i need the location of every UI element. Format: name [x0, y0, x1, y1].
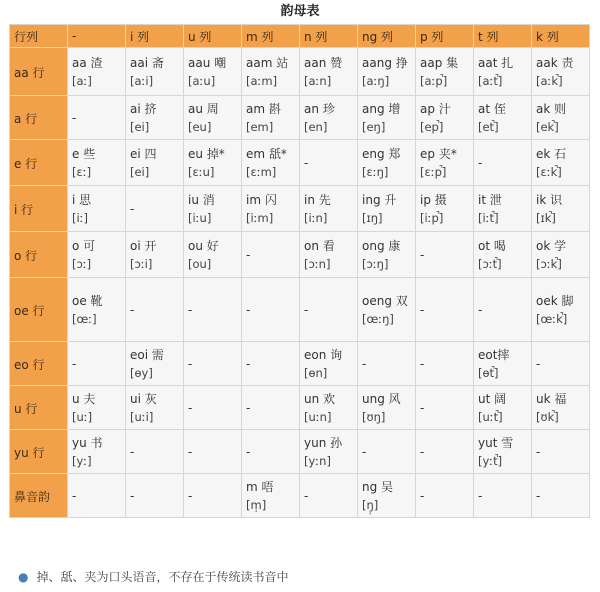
rime-cell — [184, 342, 242, 386]
ipa-transcription: [ei] — [130, 165, 150, 179]
ipa-transcription: [yː] — [72, 454, 92, 468]
rime-romanization: - — [188, 444, 193, 459]
corner-header: 行列 — [10, 25, 68, 48]
row-header: i 行 — [10, 186, 68, 232]
table-body — [10, 48, 590, 518]
rime-cell — [68, 96, 126, 140]
rime-romanization: o 可 — [72, 239, 96, 253]
rime-romanization: it 泄 — [478, 193, 502, 207]
rime-romanization: eot摔 — [478, 348, 510, 362]
rime-romanization: eon 询 — [304, 348, 343, 362]
rime-cell — [532, 232, 590, 278]
rime-romanization: - — [536, 444, 541, 459]
row-header: a 行 — [10, 96, 68, 140]
rime-romanization: oe 靴 — [72, 294, 103, 308]
rime-cell — [126, 48, 184, 96]
ipa-transcription: [ɔːt̚] — [478, 257, 502, 271]
row-header: o 行 — [10, 232, 68, 278]
rime-romanization: oek 脚 — [536, 294, 574, 308]
rime-cell — [474, 232, 532, 278]
rime-cell — [184, 232, 242, 278]
ipa-transcription: [aːi] — [130, 74, 154, 88]
row-header: 鼻音韵 — [10, 474, 68, 518]
rime-cell — [474, 96, 532, 140]
rime-romanization: - — [536, 356, 541, 371]
rime-cell — [242, 342, 300, 386]
ipa-transcription: [uː] — [72, 410, 93, 424]
rime-romanization: on 看 — [304, 239, 335, 253]
ipa-transcription: [aːt̚] — [478, 74, 503, 88]
ipa-transcription: [ɔː] — [72, 257, 92, 271]
rime-cell — [184, 186, 242, 232]
header-row — [10, 25, 590, 48]
row-header: eo 行 — [10, 342, 68, 386]
rime-cell — [358, 140, 416, 186]
rime-romanization: ung 风 — [362, 392, 401, 406]
rime-cell — [68, 342, 126, 386]
rime-romanization: iu 消 — [188, 193, 215, 207]
ipa-transcription: [iːm] — [246, 211, 274, 225]
rime-cell — [126, 186, 184, 232]
ipa-transcription: [eŋ] — [362, 120, 386, 134]
rime-romanization: un 欢 — [304, 392, 336, 406]
ipa-transcription: [ŋ̩] — [362, 498, 379, 512]
rime-cell — [300, 278, 358, 342]
rime-cell — [300, 474, 358, 518]
rime-romanization: - — [130, 201, 135, 216]
rime-cell — [242, 278, 300, 342]
ipa-transcription: [ɛː] — [72, 165, 92, 179]
rime-cell — [532, 96, 590, 140]
rime-cell — [300, 342, 358, 386]
rime-cell — [358, 232, 416, 278]
rime-cell — [532, 140, 590, 186]
rime-romanization: - — [188, 400, 193, 415]
rime-romanization: i 思 — [72, 193, 92, 207]
ipa-transcription: [ɔːi] — [130, 257, 153, 271]
rime-cell — [300, 96, 358, 140]
ipa-transcription: [ʊŋ] — [362, 410, 386, 424]
rime-cell — [300, 430, 358, 474]
rime-romanization: ek 石 — [536, 147, 567, 161]
rime-cell — [300, 186, 358, 232]
rime-romanization: - — [130, 444, 135, 459]
table-title: 韵母表 — [280, 4, 320, 19]
rime-romanization: eu 掉* — [188, 147, 225, 161]
rime-cell — [68, 232, 126, 278]
ipa-transcription: [ou] — [188, 257, 212, 271]
ipa-transcription: [uːt̚] — [478, 410, 503, 424]
ipa-transcription: [ɪk̚] — [536, 211, 556, 225]
rime-romanization: - — [72, 488, 77, 503]
rime-romanization: - — [188, 356, 193, 371]
row-header: u 行 — [10, 386, 68, 430]
rime-cell — [126, 474, 184, 518]
rime-cell — [358, 278, 416, 342]
ipa-transcription: [œːk̚] — [536, 312, 568, 326]
rime-cell — [474, 278, 532, 342]
rime-cell — [300, 232, 358, 278]
rime-romanization: - — [304, 155, 309, 170]
rime-romanization: yu 书 — [72, 436, 103, 450]
rime-romanization: oeng 双 — [362, 294, 408, 308]
ipa-transcription: [aːŋ] — [362, 74, 390, 88]
ipa-transcription: [iːn] — [304, 211, 328, 225]
table-row — [10, 48, 590, 96]
rime-cell — [358, 96, 416, 140]
ipa-transcription: [iːp̚] — [420, 211, 444, 225]
rime-cell — [300, 386, 358, 430]
ipa-transcription: [œː] — [72, 312, 97, 326]
rime-romanization: - — [130, 488, 135, 503]
column-header: n 列 — [300, 25, 358, 48]
rime-romanization: at 侄 — [478, 102, 506, 116]
ipa-transcription: [aːu] — [188, 74, 216, 88]
rime-cell — [416, 48, 474, 96]
rime-romanization: - — [478, 155, 483, 170]
ipa-transcription: [aːm] — [246, 74, 278, 88]
rime-cell — [358, 48, 416, 96]
ipa-transcription: [ɛːp̚] — [420, 165, 447, 179]
rime-cell — [358, 342, 416, 386]
rime-cell — [126, 232, 184, 278]
rime-romanization: yut 雪 — [478, 436, 514, 450]
rime-cell — [242, 474, 300, 518]
column-header: ng 列 — [358, 25, 416, 48]
rime-cell — [126, 342, 184, 386]
rime-romanization: yun 孙 — [304, 436, 343, 450]
rime-cell — [532, 48, 590, 96]
rime-cell — [126, 430, 184, 474]
rime-cell — [532, 186, 590, 232]
rime-cell — [68, 278, 126, 342]
ipa-transcription: [iːt̚] — [478, 211, 499, 225]
ipa-transcription: [ɔːn] — [304, 257, 331, 271]
rime-cell — [126, 278, 184, 342]
ipa-transcription: [aːn] — [304, 74, 332, 88]
ipa-transcription: [aː] — [72, 74, 92, 88]
rime-romanization: im 闪 — [246, 193, 277, 207]
rime-romanization: ui 灰 — [130, 392, 157, 406]
rime-romanization: eoi 需 — [130, 348, 164, 362]
table-row — [10, 342, 590, 386]
table-row — [10, 386, 590, 430]
rime-romanization: aan 赞 — [304, 56, 343, 70]
rime-cell — [184, 48, 242, 96]
ipa-transcription: [ek̚] — [536, 120, 559, 134]
ipa-transcription: [ɵy] — [130, 366, 153, 380]
column-header: m 列 — [242, 25, 300, 48]
rime-romanization: ap 汁 — [420, 102, 451, 116]
column-header: i 列 — [126, 25, 184, 48]
rime-romanization: ai 挤 — [130, 102, 157, 116]
rime-cell — [358, 474, 416, 518]
rime-cell — [474, 430, 532, 474]
rime-cell — [126, 96, 184, 140]
rime-romanization: - — [304, 302, 309, 317]
ipa-transcription: [ɔːŋ] — [362, 257, 389, 271]
rime-romanization: ep 夹* — [420, 147, 457, 161]
table-row — [10, 186, 590, 232]
ipa-transcription: [iː] — [72, 211, 89, 225]
rime-romanization: an 珍 — [304, 102, 335, 116]
rime-romanization: ong 康 — [362, 239, 401, 253]
ipa-transcription: [m̩] — [246, 498, 267, 512]
table-row — [10, 140, 590, 186]
rime-cell — [300, 140, 358, 186]
ipa-transcription: [yːt̚] — [478, 454, 503, 468]
rime-cell — [184, 278, 242, 342]
rime-romanization: aa 渣 — [72, 56, 103, 70]
rime-cell — [474, 474, 532, 518]
ipa-transcription: [ʊk̚] — [536, 410, 559, 424]
rime-romanization: - — [536, 488, 541, 503]
rime-romanization: ut 阔 — [478, 392, 507, 406]
rime-cell — [68, 140, 126, 186]
rime-cell — [358, 186, 416, 232]
ipa-transcription: [ɵn] — [304, 366, 328, 380]
rime-cell — [474, 386, 532, 430]
rime-cell — [416, 140, 474, 186]
rime-cell — [416, 386, 474, 430]
rime-romanization: eng 郑 — [362, 147, 401, 161]
ipa-transcription: [uːi] — [130, 410, 154, 424]
rime-romanization: aat 扎 — [478, 56, 514, 70]
rime-cell — [474, 186, 532, 232]
rime-cell — [416, 342, 474, 386]
rime-cell — [184, 474, 242, 518]
rime-cell — [184, 430, 242, 474]
row-header: aa 行 — [10, 48, 68, 96]
rime-romanization: aap 集 — [420, 56, 459, 70]
rime-romanization: e 些 — [72, 147, 96, 161]
rime-cell — [242, 48, 300, 96]
rime-romanization: ak 则 — [536, 102, 567, 116]
rime-cell — [126, 140, 184, 186]
ipa-transcription: [yːn] — [304, 454, 331, 468]
rime-romanization: - — [478, 302, 483, 317]
rime-cell — [184, 140, 242, 186]
ipa-transcription: [ɛːm] — [246, 165, 277, 179]
rime-cell — [68, 430, 126, 474]
rime-romanization: - — [420, 302, 425, 317]
rime-romanization: ok 学 — [536, 239, 567, 253]
rime-romanization: - — [246, 444, 251, 459]
rime-romanization: - — [130, 302, 135, 317]
column-header: u 列 — [184, 25, 242, 48]
rime-cell — [416, 474, 474, 518]
ipa-transcription: [œːŋ] — [362, 312, 394, 326]
ipa-transcription: [aːk̚] — [536, 74, 563, 88]
rime-cell — [532, 278, 590, 342]
column-header: k 列 — [532, 25, 590, 48]
rime-cell — [474, 342, 532, 386]
rime-cell — [532, 430, 590, 474]
ipa-transcription: [iːu] — [188, 211, 212, 225]
rime-romanization: - — [246, 400, 251, 415]
rime-romanization: - — [188, 488, 193, 503]
rime-cell — [242, 386, 300, 430]
bullet-icon: ● — [18, 570, 29, 584]
rime-cell — [532, 342, 590, 386]
rime-cell — [68, 474, 126, 518]
ipa-transcription: [en] — [304, 120, 328, 134]
rime-cell — [242, 186, 300, 232]
rime-romanization: aam 站 — [246, 56, 289, 70]
rime-cell — [358, 430, 416, 474]
ipa-transcription: [ei] — [130, 120, 150, 134]
rime-cell — [300, 48, 358, 96]
rime-romanization: ang 增 — [362, 102, 401, 116]
ipa-transcription: [ɪŋ] — [362, 211, 383, 225]
ipa-transcription: [ep̚] — [420, 120, 444, 134]
rime-romanization: uk 福 — [536, 392, 567, 406]
table-row — [10, 278, 590, 342]
rime-cell — [126, 386, 184, 430]
rime-cell — [416, 278, 474, 342]
rime-cell — [242, 430, 300, 474]
rime-romanization: - — [362, 356, 367, 371]
rime-romanization: am 斟 — [246, 102, 281, 116]
column-header: - — [68, 25, 126, 48]
rime-romanization: - — [420, 400, 425, 415]
column-header: t 列 — [474, 25, 532, 48]
ipa-transcription: [ɛːk̚] — [536, 165, 562, 179]
table-row — [10, 232, 590, 278]
rime-romanization: ip 摄 — [420, 193, 447, 207]
column-header: p 列 — [416, 25, 474, 48]
ipa-transcription: [et̚] — [478, 120, 499, 134]
rime-romanization: au 周 — [188, 102, 219, 116]
rime-romanization: ot 喝 — [478, 239, 506, 253]
rime-romanization: - — [362, 444, 367, 459]
rime-cell — [68, 48, 126, 96]
rime-cell — [68, 186, 126, 232]
rime-romanization: - — [72, 110, 77, 125]
footnote — [18, 568, 289, 585]
rime-romanization: - — [246, 247, 251, 262]
rime-romanization: aau 嘲 — [188, 56, 227, 70]
rime-romanization: aai 斋 — [130, 56, 164, 70]
rime-romanization: ei 四 — [130, 147, 157, 161]
ipa-transcription: [ɛːŋ] — [362, 165, 389, 179]
table-row — [10, 96, 590, 140]
ipa-transcription: [uːn] — [304, 410, 332, 424]
ipa-transcription: [em] — [246, 120, 274, 134]
rime-romanization: - — [420, 444, 425, 459]
row-header: e 行 — [10, 140, 68, 186]
rime-romanization: - — [188, 302, 193, 317]
ipa-transcription: [ɔːk̚] — [536, 257, 562, 271]
rime-romanization: oi 开 — [130, 239, 157, 253]
rime-cell — [184, 96, 242, 140]
rime-cell — [242, 232, 300, 278]
rime-cell — [416, 430, 474, 474]
rime-cell — [474, 140, 532, 186]
ipa-transcription: [eu] — [188, 120, 212, 134]
rime-cell — [242, 140, 300, 186]
rime-cell — [416, 232, 474, 278]
rime-romanization: - — [246, 356, 251, 371]
row-header: oe 行 — [10, 278, 68, 342]
rime-romanization: ing 升 — [362, 193, 397, 207]
rime-cell — [416, 186, 474, 232]
rime-cell — [416, 96, 474, 140]
rime-cell — [68, 386, 126, 430]
rime-cell — [532, 386, 590, 430]
rime-romanization: m 唔 — [246, 480, 274, 494]
rime-romanization: aak 责 — [536, 56, 574, 70]
rime-romanization: ng 吴 — [362, 480, 394, 494]
table-row — [10, 474, 590, 518]
rime-romanization: - — [304, 488, 309, 503]
rime-cell — [474, 48, 532, 96]
rime-cell — [242, 96, 300, 140]
rime-cell — [184, 386, 242, 430]
rime-romanization: - — [420, 356, 425, 371]
rime-romanization: em 舐* — [246, 147, 287, 161]
footnote-text: 掉、舐、夹为口头语音，不存在于传统读书音中 — [36, 570, 289, 584]
rime-romanization: ou 好 — [188, 239, 219, 253]
rime-romanization: - — [420, 488, 425, 503]
rime-romanization: u 夫 — [72, 392, 96, 406]
rime-cell — [358, 386, 416, 430]
ipa-transcription: [ɵt̚] — [478, 366, 499, 380]
rime-romanization: ik 识 — [536, 193, 563, 207]
rime-romanization: - — [246, 302, 251, 317]
rime-romanization: - — [478, 488, 483, 503]
rime-cell — [532, 474, 590, 518]
rime-romanization: aang 挣 — [362, 56, 408, 70]
rime-romanization: - — [420, 247, 425, 262]
ipa-transcription: [ɛːu] — [188, 165, 215, 179]
table-row — [10, 430, 590, 474]
row-header: yu 行 — [10, 430, 68, 474]
rime-romanization: in 先 — [304, 193, 331, 207]
rime-table — [9, 24, 590, 518]
rime-romanization: - — [72, 356, 77, 371]
ipa-transcription: [aːp̚] — [420, 74, 448, 88]
